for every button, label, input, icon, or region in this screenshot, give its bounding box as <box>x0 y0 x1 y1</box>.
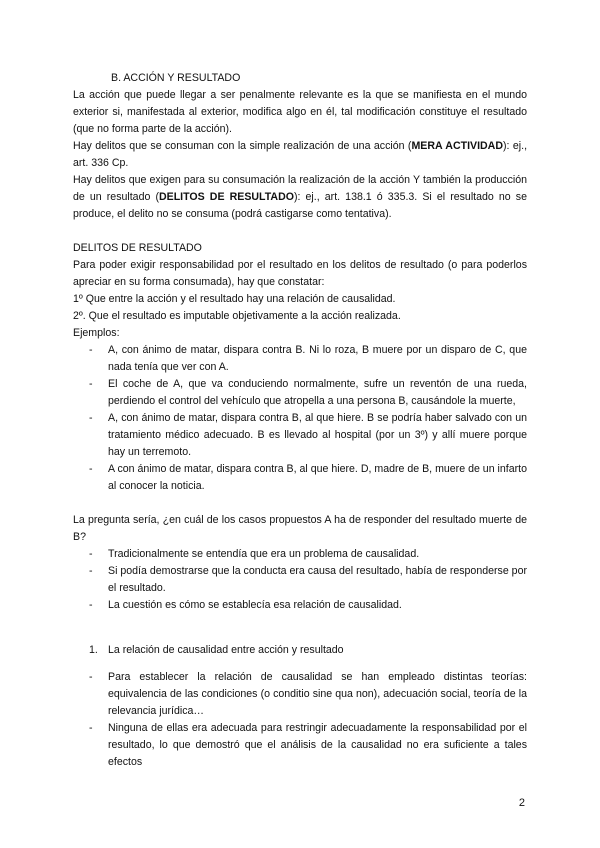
examples-label: Ejemplos: <box>73 327 120 339</box>
paragraph-question: La pregunta sería, ¿en cuál de los casos propuestos A ha de responder del resultado muerte de B? <box>73 514 527 543</box>
answers-list <box>73 546 527 614</box>
list-item: - A con ánimo de matar, dispara contra B, al que hiere. D, madre de B, muere de un infarto al conocer la noticia. <box>89 463 527 492</box>
list-item: - Si podía demostrarse que la conducta era causa del resultado, había de responderse por el resultado. <box>89 565 527 594</box>
section-1-list <box>73 669 527 771</box>
term-mera-actividad: MERA ACTIVIDAD <box>411 140 503 152</box>
examples-list <box>73 342 527 495</box>
document-page <box>73 70 527 771</box>
paragraph-responsabilidad: Para poder exigir responsabilidad por el resultado en los delitos de resultado (o para poderlos apreciar en su forma consumada), hay que constatar: <box>73 259 527 288</box>
list-item: - Para establecer la relación de causalidad se han empleado distintas teorías: equivalencia de las condiciones (o conditio sine qua non), adecuación social, teoría de la relevancia jurídica… <box>89 671 527 718</box>
section-heading-delitos: DELITOS DE RESULTADO <box>73 242 202 254</box>
page-number: 2 <box>518 797 525 809</box>
section-heading-accion-resultado: B. ACCIÓN Y RESULTADO <box>111 72 241 84</box>
list-item: - A, con ánimo de matar, dispara contra B, al que hiere. B se podría haber salvado con un tratamiento médico adecuado. B es llevado al hospital (por un 3º) y allí muere porque hay un terremoto. <box>89 412 527 458</box>
list-item: - A, con ánimo de matar, dispara contra B. Ni lo roza, B muere por un disparo de C, que nada tenía que ver con A. <box>89 344 527 373</box>
section-1-heading: 1. La relación de causalidad entre acción y resultado <box>89 643 344 656</box>
list-item: - El coche de A, que va conduciendo normalmente, sufre un reventón de una rueda, perdiendo el control del vehículo que atropella a una persona B, causándole la muerte, <box>89 378 527 407</box>
requirement-1: 1º Que entre la acción y el resultado hay una relación de causalidad. <box>73 293 396 305</box>
paragraph-mera-actividad: Hay delitos que se consuman con la simple realización de una acción (MERA ACTIVIDAD): ej., art. 336 Cp. <box>73 140 528 169</box>
paragraph-accion: La acción que puede llegar a ser penalmente relevante es la que se manifiesta en el mundo exterior si, manifestada al exterior, modifica algo en él, tal modificación constituye el resultado (que no forma parte de la acción). <box>73 89 527 135</box>
list-item: - La cuestión es cómo se establecía esa relación de causalidad. <box>89 599 402 611</box>
term-delitos-resultado: DELITOS DE RESULTADO <box>158 191 294 203</box>
requirement-2: 2º. Que el resultado es imputable objetivamente a la acción realizada. <box>73 310 401 322</box>
list-item: - Tradicionalmente se entendía que era un problema de causalidad. <box>89 548 420 560</box>
paragraph-delitos-resultado: Hay delitos que exigen para su consumación la realización de la acción Y también la producción de un resultado (DELITOS DE RESULTADO): ej., art. 138.1 ó 335.3. Si el resultado no se produce, el delito no se consuma (podrá castigarse como tentativa). <box>73 174 527 220</box>
list-item: - Ninguna de ellas era adecuada para restringir adecuadamente la responsabilidad por el resultado, lo que demostró que el análisis de la causalidad no era suficiente a tales efectos <box>89 722 527 769</box>
